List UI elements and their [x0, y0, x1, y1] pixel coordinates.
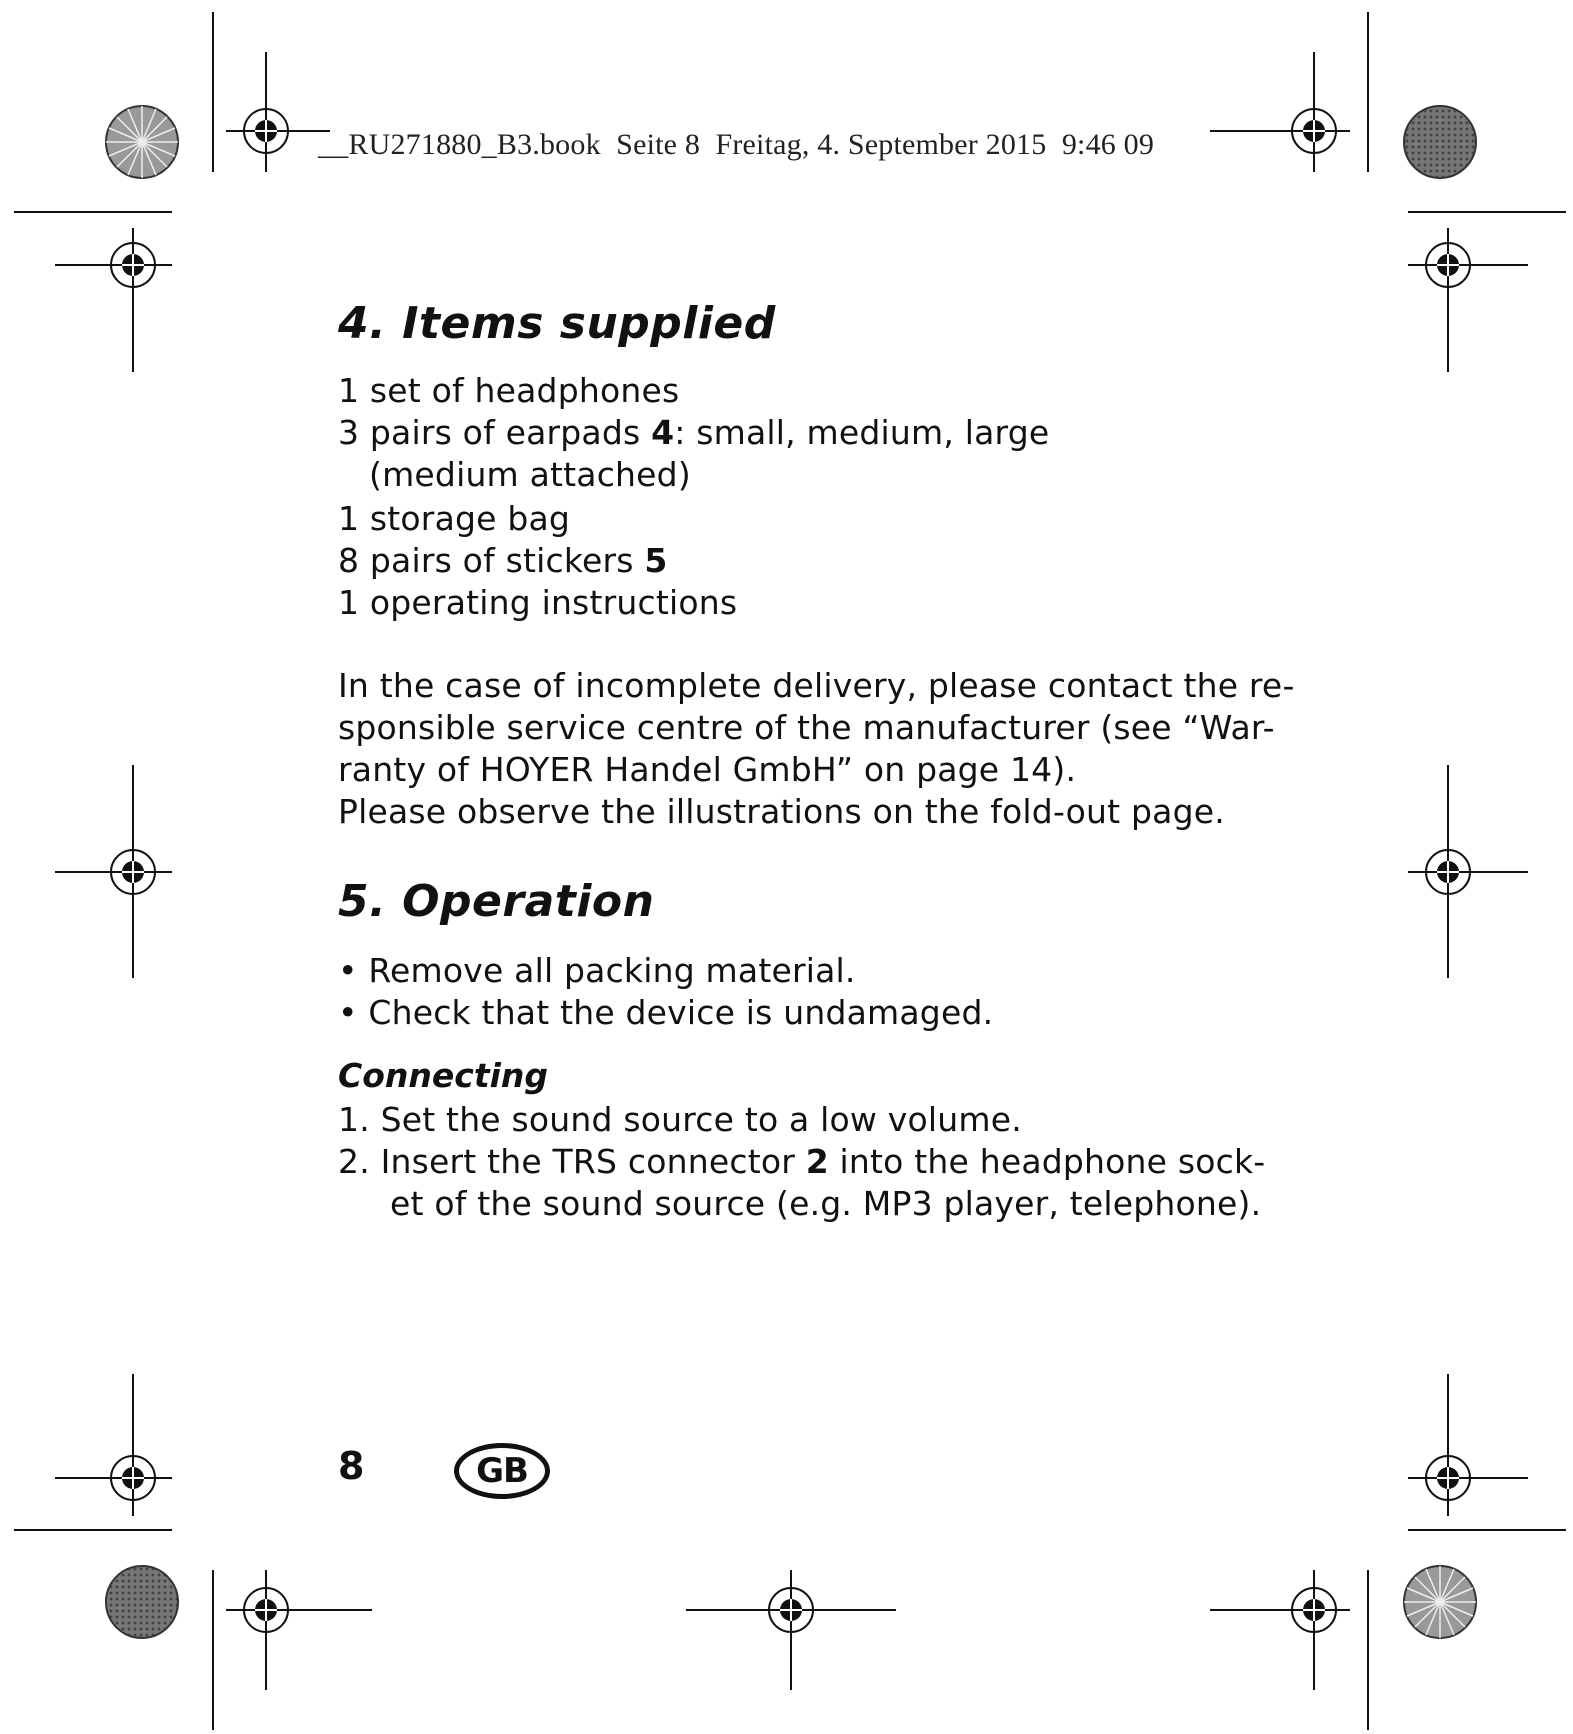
- section-heading-items-supplied: 4. Items supplied: [338, 298, 776, 349]
- paragraph-line: In the case of incomplete delivery, please contact the re-: [338, 666, 1295, 705]
- paragraph-line: Please observe the illustrations on the fold-out page.: [338, 792, 1225, 831]
- print-slug: __RU271880_B3.book Seite 8 Freitag, 4. September 2015 9:46 09: [318, 128, 1155, 161]
- country-badge: GB: [454, 1443, 550, 1499]
- paragraph-line: sponsible service centre of the manufacturer (see “War-: [338, 708, 1275, 747]
- subheading-connecting: Connecting: [338, 1056, 549, 1095]
- section-heading-operation: 5. Operation: [338, 876, 655, 927]
- bullet-item: • Remove all packing material.: [338, 951, 856, 990]
- step-item: 1. Set the sound source to a low volume.: [338, 1100, 1022, 1139]
- list-item-continuation: (medium attached): [369, 455, 691, 494]
- list-item: 1 storage bag: [338, 499, 571, 538]
- bullet-item: • Check that the device is undamaged.: [338, 993, 994, 1032]
- page-number: 8: [338, 1444, 365, 1488]
- list-item: 3 pairs of earpads 4: small, medium, large: [338, 413, 1050, 452]
- list-item: 1 set of headphones: [338, 371, 680, 410]
- list-item: 8 pairs of stickers 5: [338, 541, 668, 580]
- paragraph-line: ranty of HOYER Handel GmbH” on page 14).: [338, 750, 1077, 789]
- step-item-continuation: et of the sound source (e.g. MP3 player, telephone).: [390, 1184, 1262, 1223]
- step-item: 2. Insert the TRS connector 2 into the headphone sock-: [338, 1142, 1266, 1181]
- list-item: 1 operating instructions: [338, 583, 738, 622]
